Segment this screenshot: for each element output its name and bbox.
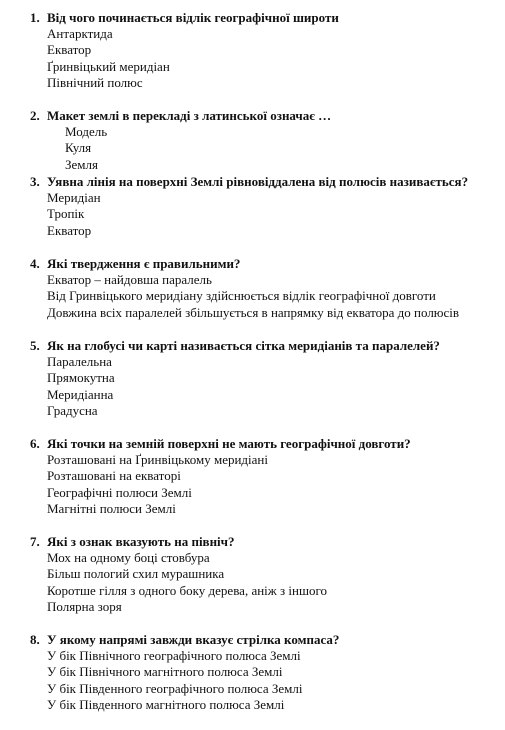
answer-options [0,124,505,173]
question-line [0,436,505,452]
question-text: Уявна лінія на поверхні Землі рівновіддалена від полюсів називається? [47,174,469,189]
answer-options [0,354,505,419]
question-number: 2. [30,108,40,123]
answer-option: У бік Північного географічного полюса Землі [47,648,301,663]
answer-option: Градусна [47,402,98,418]
answer-option: Тропік [47,206,85,222]
question-number: 6. [30,436,40,451]
question-8 [0,632,505,713]
question-line [0,256,505,272]
answer-options [0,550,505,615]
question-7 [0,534,505,615]
answer-option: Меридіан [47,190,101,205]
question-line [0,338,505,354]
question-number: 1. [30,10,40,25]
question-text: Які точки на земній поверхні не мають географічної довготи? [47,436,411,451]
question-5 [0,338,505,419]
question-text: Як на глобусі чи карті називається сітка меридіанів та паралелей? [47,338,440,353]
answer-option: Екватор – найдовша паралель [47,272,212,287]
answer-option: Модель [65,124,108,139]
question-line [0,632,505,648]
question-line [0,108,505,124]
answer-option: Антарктида [47,26,113,41]
answer-options [0,452,505,517]
question-number: 5. [30,338,40,353]
answer-option: У бік Північного магнітного полюса Землі [47,664,283,680]
question-line [0,534,505,550]
answer-option: Розташовані на Ґринвіцькому меридіані [47,452,268,467]
question-3 [0,174,505,239]
answer-option: Екватор [47,42,92,58]
question-text: У якому напрямі завжди вказує стрілка компаса? [47,632,340,647]
answer-option: Північний полюс [47,74,143,90]
answer-option: Магнітні полюси Землі [47,500,176,516]
answer-option: Полярна зоря [47,598,122,614]
answer-options [0,26,505,91]
answer-option: Мох на одному боці стовбура [47,550,210,565]
question-text: Макет землі в перекладі з латинської означає … [47,108,332,123]
answer-options [0,648,505,713]
question-number: 3. [30,174,40,189]
question-number: 8. [30,632,40,647]
question-2 [0,108,505,173]
answer-option: Ґринвіцький меридіан [47,58,170,74]
answer-option: Паралельна [47,354,112,369]
answer-options [0,190,505,239]
question-1 [0,10,505,91]
question-text: Які з ознак вказують на північ? [47,534,235,549]
answer-option: Від Гринвіцького меридіану здійснюється відлік географічної довготи [47,288,436,304]
answer-option: Прямокутна [47,370,115,386]
answer-options [0,272,505,321]
answer-option: Земля [65,156,98,172]
question-6 [0,436,505,517]
answer-option: У бік Південного магнітного полюса Землі [47,696,285,712]
question-number: 4. [30,256,40,271]
question-text: Які твердження є правильними? [47,256,241,271]
question-text: Від чого починається відлік географічної широти [47,10,339,25]
answer-option: Географічні полюси Землі [47,484,192,500]
answer-option: Куля [65,140,92,156]
question-number: 7. [30,534,40,549]
answer-option: Розташовані на екваторі [47,468,181,484]
answer-option: Більш пологий схил мурашника [47,566,225,582]
answer-option: Коротше гілля з одного боку дерева, аніж з іншого [47,582,327,598]
question-4 [0,256,505,321]
answer-option: Екватор [47,222,92,238]
answer-option: Меридіанна [47,386,114,402]
question-line [0,10,505,26]
answer-option: У бік Південного географічного полюса Землі [47,680,303,696]
question-line [0,174,505,190]
answer-option: Довжина всіх паралелей збільшується в напрямку від екватора до полюсів [47,304,460,320]
